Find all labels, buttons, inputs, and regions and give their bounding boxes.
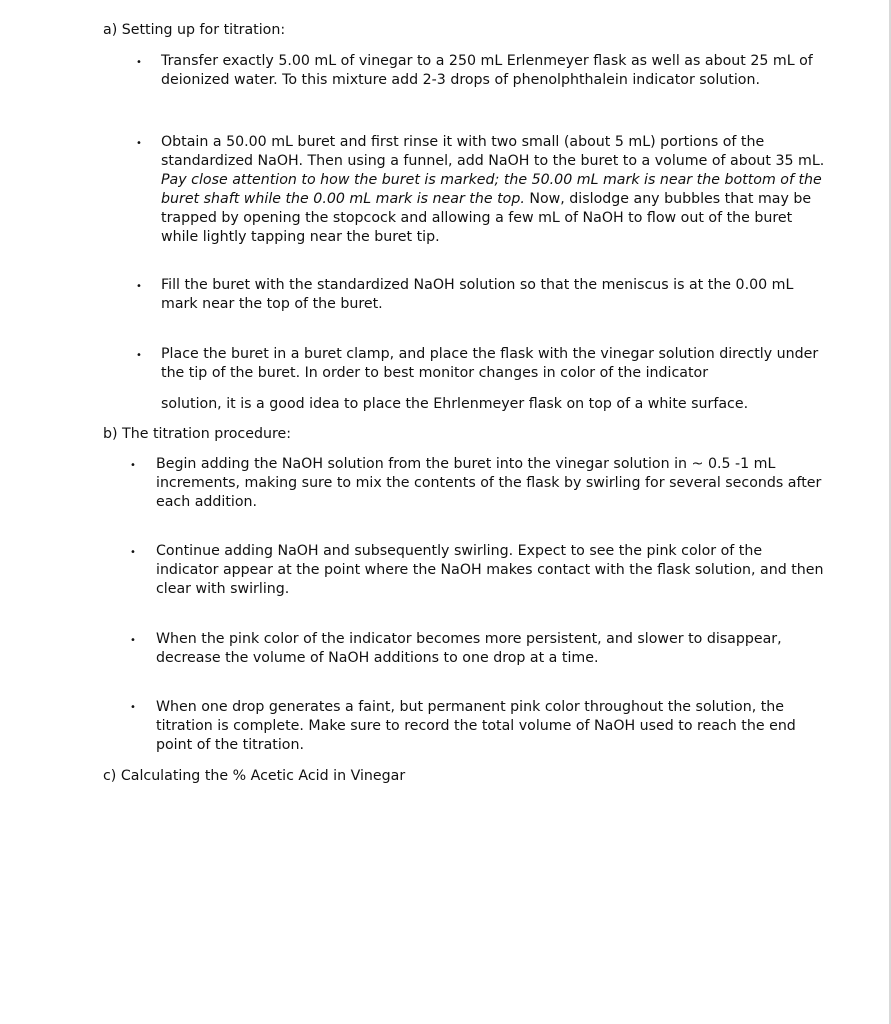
bullet-icon: • — [136, 57, 142, 68]
step-begin-adding: Begin adding the NaOH solution from the buret into the vinegar solution in ~ 0.5 -1 mL increments, making sure to mix the contents of the flask by swirling for several seconds after each addition. — [156, 456, 822, 510]
bullet-icon: • — [136, 350, 142, 361]
section-c-heading: c) Calculating the % Acetic Acid in Vinegar — [103, 768, 406, 784]
step-fill-buret: Fill the buret with the standardized NaOH solution so that the meniscus is at the 0.00 mL mark near the top of the buret. — [161, 277, 794, 312]
step-obtain-buret-note: Pay close attention to how the buret is marked; the 50.00 mL mark is near the bottom of the buret shaft while the 0.00 mL mark is near the top. — [161, 172, 822, 207]
bullet-icon: • — [136, 281, 142, 292]
step-continue-adding: Continue adding NaOH and subsequently swirling. Expect to see the pink color of the indicator appear at the point where the NaOH makes contact with the flask solution, and then clear with swirling. — [156, 543, 824, 597]
bullet-icon: • — [130, 460, 136, 471]
section-a-heading: a) Setting up for titration: — [103, 22, 286, 38]
section-b-heading: b) The titration procedure: — [103, 426, 291, 442]
bullet-icon: • — [130, 547, 136, 558]
step-endpoint: When one drop generates a faint, but permanent pink color throughout the solution, the titration is complete. Make sure to record the total volume of NaOH used to reach the end point of the titration. — [156, 699, 796, 753]
step-place-buret-continued: solution, it is a good idea to place the Ehrlenmeyer flask on top of a white surface. — [161, 396, 749, 412]
step-transfer-vinegar: Transfer exactly 5.00 mL of vinegar to a 250 mL Erlenmeyer flask as well as about 25 mL of deionized water. To this mixture add 2-3 drops of phenolphthalein indicator solution. — [161, 53, 813, 88]
bullet-icon: • — [130, 702, 136, 713]
bullet-icon: • — [130, 635, 136, 646]
step-persistent-pink: When the pink color of the indicator becomes more persistent, and slower to disappear, decrease the volume of NaOH additions to one drop at a time. — [156, 631, 782, 666]
bullet-icon: • — [136, 138, 142, 149]
step-obtain-buret — [161, 133, 829, 247]
step-obtain-buret-text: Obtain a 50.00 mL buret and first rinse it with two small (about 5 mL) portions of the standardized NaOH. Then using a funnel, add NaOH to the buret to a volume of about 35 mL. — [161, 134, 825, 169]
step-obtain-buret-text-end: Now, dislodge any bubbles that may be trapped by opening the stopcock and allowing a few mL of NaOH to flow out of the buret while lightly tapping near the buret tip. — [161, 191, 812, 245]
step-place-buret: Place the buret in a buret clamp, and place the flask with the vinegar solution directly under the tip of the buret. In order to best monitor changes in color of the indicator — [161, 346, 819, 381]
